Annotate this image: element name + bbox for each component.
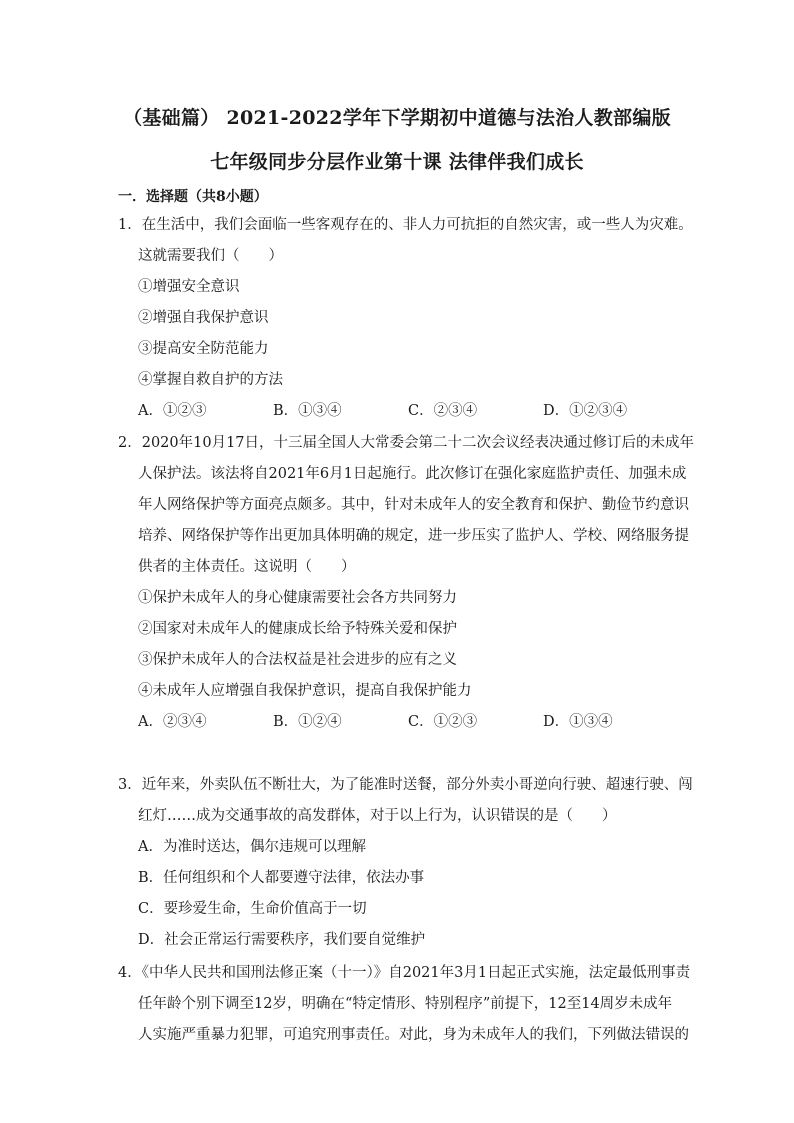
question-3 [118,770,693,956]
statement: ④未成年人应增强自我保护意识，提高自我保护能力 [138,683,472,699]
statement: ④掌握自救自护的方法 [138,372,283,388]
question-stem-line: 任年龄个别下调至12岁，明确在“特定情形、特别程序”前提下，12至14周岁未成年 [138,996,673,1012]
question-stem-line: 这就需要我们（ ） [138,248,283,264]
option-b[interactable]: B．①②④ [273,714,342,730]
question-stem-line: 2．2020年10月17日，十三届全国人大常委会第二十二次会议经表决通过修订后的未成年 [118,435,695,451]
page-title: （基础篇） 2021-2022学年下学期初中道德与法治人教部编版 [123,107,671,129]
option-c[interactable]: C．要珍爱生命，生命价值高于一切 [138,901,367,917]
question-stem-line: 人保护法。该法将自2021年6月1日起施行。此次修订在强化家庭监护责任、加强未成 [138,466,687,482]
question-stem-line: 1．在生活中，我们会面临一些客观存在的、非人力可抗拒的自然灾害，或一些人为灾难。 [118,217,693,233]
option-c[interactable]: C．②③④ [408,403,478,419]
question-stem-line: 红灯……成为交通事故的高发群体，对于以上行为，认识错误的是（ ） [138,808,617,824]
option-d[interactable]: D．①②③④ [543,403,628,419]
section-header: 一．选择题（共8小题） [118,189,268,205]
statement: ①增强安全意识 [138,279,240,295]
option-d[interactable]: D．社会正常运行需要秩序，我们要自觉维护 [138,932,426,948]
statement: ③保护未成年人的合法权益是社会进步的应有之义 [138,652,457,668]
statement: ②增强自我保护意识 [138,310,269,326]
statement: ①保护未成年人的身心健康需要社会各方共同努力 [138,590,457,606]
question-stem-line: 供者的主体责任。这说明（ ） [138,559,356,575]
option-a[interactable]: A．②③④ [138,714,207,730]
statement: ③提高安全防范能力 [138,341,269,357]
statement: ②国家对未成年人的健康成长给予特殊关爱和保护 [138,621,457,637]
option-a[interactable]: A．为准时送达，偶尔违规可以理解 [138,839,366,855]
question-1 [118,210,693,427]
option-c[interactable]: C．①②③ [408,714,478,730]
question-stem-line: 培养、网络保护等作出更加具体明确的规定，进一步压实了监护人、学校、网络服务提 [138,528,689,544]
question-stem-line: 年人网络保护等方面亮点颇多。其中，针对未成年人的安全教育和保护、勤俭节约意识 [138,497,689,513]
option-b[interactable]: B．①③④ [273,403,342,419]
question-4 [118,958,691,1051]
answer-options [118,396,683,427]
question-stem-line: 3．近年来，外卖队伍不断壮大，为了能准时送餐，部分外卖小哥逆向行驶、超速行驶、闯 [118,777,693,793]
question-2 [118,428,695,738]
question-stem-line: 4．《中华人民共和国刑法修正案（十一）》自2021年3月1日起正式实施，法定最低刑事责 [118,965,691,981]
answer-options [118,707,683,738]
question-stem-line: 人实施严重暴力犯罪，可追究刑事责任。对此，身为未成年人的我们，下列做法错误的 [138,1027,689,1043]
page-subtitle: 七年级同步分层作业第十课 法律伴我们成长 [210,151,584,173]
option-d[interactable]: D．①③④ [543,714,613,730]
option-a[interactable]: A．①②③ [138,403,207,419]
option-b[interactable]: B．任何组织和个人都要遵守法律，依法办事 [138,870,425,886]
